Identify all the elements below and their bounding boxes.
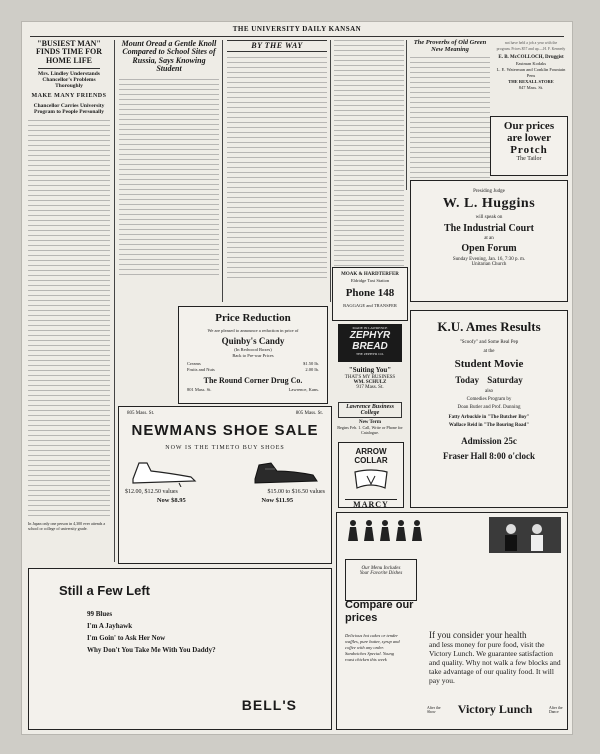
huggins-ad	[410, 180, 568, 302]
price-row-1	[187, 361, 319, 366]
huggins-date: Sunday Evening, Jan. 16, 7:30 p. m.	[452, 257, 526, 262]
price-reduction-ad	[178, 306, 328, 404]
victory-footer	[427, 702, 563, 717]
menu-box	[345, 559, 417, 601]
arrow-name: ARROW COLLAR	[354, 447, 388, 465]
victory-blurb2: and less money for pure food, visit the Victory Lunch. We guarantee satisfaction and quality. Why not walk a few blocks and take advantage of our quality food. It will pay you.	[429, 640, 561, 685]
newmans-address-left: 805 Mass. St.	[127, 411, 155, 416]
column-4-article	[334, 40, 404, 272]
column-1-article	[28, 40, 110, 531]
moak-phone: Phone 148	[345, 287, 395, 299]
ames-event: Student Movie	[454, 358, 524, 370]
subhead-lindley: Mrs. Lindley Understands Chancellor's Problems Thoroughly	[38, 71, 100, 89]
protch-ad	[490, 116, 568, 176]
article-body	[119, 79, 219, 279]
ames-admission: Admission 25c	[461, 436, 517, 446]
column-rule	[222, 40, 223, 302]
victory-menu2: Your Favorite Dishes	[359, 571, 403, 576]
price-item1: Creams	[187, 361, 201, 366]
ames-title: K.U. Ames Results	[437, 319, 541, 334]
column-rule	[330, 40, 331, 302]
newmans-right-now: Now $11.95	[261, 497, 294, 504]
price-l3: Back to Pre-war Prices	[232, 353, 274, 358]
headline-busiest-man: "BUSIEST MAN" FINDS TIME FOR HOME LIFE	[35, 39, 103, 65]
victory-dance: After the Dance	[549, 705, 563, 714]
ames-l6: Fatty Arbuckle in "The Butcher Boy"	[448, 415, 530, 420]
bells-song: I'm Goin' to Ask Her Now	[87, 634, 166, 642]
suiting-name: WM. SCHULZ	[353, 380, 387, 385]
victory-compare: Compare our prices	[345, 599, 414, 624]
victory-left-note: Delicious hot cakes or tender waffles, pure butter, syrup and coffee with any order. Sandwiches Special. Young roast chicken this week	[345, 633, 400, 662]
article-body	[334, 40, 404, 272]
huggins-l2: will speak on	[475, 215, 503, 220]
masthead	[30, 24, 564, 37]
ames-l2: at the	[483, 349, 495, 354]
newmans-address-right: 805 Mass. St.	[295, 411, 323, 416]
bells-store: BELL'S	[241, 697, 297, 713]
moak-taxi-ad	[332, 267, 408, 321]
suiting-l2: THAT'S MY BUSINESS	[344, 375, 396, 380]
price-price1: $1.50 lb.	[303, 361, 319, 366]
moak-l1: MOAK & HARDTERFER	[341, 272, 399, 277]
huggins-name: W. L. Huggins	[442, 196, 536, 211]
ames-l4: Comedies Program by	[466, 397, 512, 402]
headline-by-the-way: BY THE WAY	[227, 40, 327, 52]
dark-shoe-icon	[251, 457, 321, 487]
price-address-row	[187, 387, 319, 392]
business-l2: Begins Feb. 1. Call, Write or Phone for Catalogue.	[337, 425, 403, 435]
newmans-shoes-row	[129, 457, 321, 487]
huggins-event: Open Forum	[461, 243, 517, 254]
price-l2: (In Redwood Boxes)	[234, 347, 272, 352]
ames-day: Today Saturday	[455, 375, 523, 385]
column-rule	[114, 40, 115, 562]
bells-music-ad	[28, 568, 332, 730]
victory-blurb1: If you consider your health	[429, 630, 527, 640]
business-logo: Lawrence Business College	[338, 402, 402, 418]
headline-proverbs: The Proverbs of Old Green New Meaning	[413, 39, 487, 53]
victory-name: Victory Lunch	[457, 702, 533, 716]
subhead-chancellor: Chancellor Carries University Program to People Personally	[33, 102, 105, 115]
newmans-tagline: NOW IS THE TIMETO BUY SHOES	[165, 445, 285, 451]
price-price2: 2.00 lb.	[305, 367, 319, 372]
collar-icon	[351, 468, 391, 492]
ames-hall: Fraser Hall 8:00 o'clock	[442, 451, 536, 461]
price-item2: Fruits and Nuts	[187, 367, 215, 372]
arrow-model: MARCY	[345, 499, 397, 509]
protch-line1: Our prices	[503, 120, 555, 132]
headline-mount-oread: Mount Oread a Gentle Knoll Compared to School Sites of Russia, Says Knowing Student	[121, 39, 217, 74]
newmans-left-now: Now $8.95	[156, 497, 186, 504]
ames-ad	[410, 310, 568, 508]
masthead-title: THE UNIVERSITY DAILY KANSAN	[232, 25, 362, 33]
mccolloch-line2: program. Prices $57 and up.—H. F. Kennedy	[496, 47, 566, 51]
mccolloch-line1: not have held a job a year with the	[504, 41, 558, 45]
huggins-l1: Presiding Judge	[473, 189, 505, 194]
victory-after: After the Show	[427, 705, 441, 714]
mccolloch-name: E. B. McCOLLOCH, Druggist	[498, 55, 564, 60]
price-title: Price Reduction	[215, 312, 291, 324]
victory-lunch-ad	[336, 512, 568, 730]
column-5-article	[410, 40, 490, 187]
mccolloch-address: 847 Mass. St.	[518, 85, 544, 90]
bottom-note: In Japan only one person in 4,300 ever attends a school or college of university grade.	[28, 521, 106, 532]
mccolloch-line4: L. E. Waterman and Conklin Fountain Pens	[496, 67, 566, 78]
white-shoe-icon	[129, 457, 199, 487]
huggins-place: Unitarian Church	[471, 262, 507, 267]
price-product: Quinby's Candy	[221, 336, 285, 346]
mccolloch-store: THE REXALL STORE	[508, 79, 554, 84]
victory-menu1: Our Menu Includes	[361, 566, 401, 571]
price-address: 801 Mass. St.	[187, 387, 212, 392]
moak-l3: BAGGAGE and TRANSFER	[343, 303, 397, 308]
protch-line2: are lower	[506, 132, 552, 144]
suiting-ad	[334, 366, 406, 402]
newmans-right-price: $15.00 to $16.50 values	[267, 489, 325, 495]
subhead-make-friends: MAKE MANY FRIENDS	[31, 93, 107, 100]
ames-l7: Wallace Reid in "The Bouring Road"	[448, 423, 530, 428]
ames-l3: also	[484, 389, 494, 394]
newmans-address-row	[127, 411, 323, 416]
price-l1: We are pleased to announce a reduction in price of	[207, 328, 299, 333]
protch-name: Protch	[510, 144, 548, 156]
arrow-collar-ad	[338, 442, 404, 508]
article-body	[410, 57, 490, 187]
newmans-prices-row	[125, 489, 325, 495]
price-store: The Round Corner Drug Co.	[203, 376, 303, 385]
column-rule	[406, 40, 407, 190]
article-body	[28, 120, 110, 518]
bells-title: Still a Few Left	[59, 583, 151, 598]
business-l1: New Term	[358, 420, 382, 425]
price-row-2	[187, 367, 319, 372]
column-3-article	[227, 40, 327, 279]
newmans-now-row	[119, 497, 331, 504]
protch-tag: The Tailor	[516, 156, 542, 162]
bells-song: I'm A Jayhawk	[87, 622, 133, 630]
victory-blurb	[429, 631, 561, 685]
zephyr-top: MADE IN LAWRENCE	[352, 326, 388, 330]
newmans-left-price: $12.00, $12.50 values	[125, 489, 178, 495]
moak-l2: Eldridge Taxi Station	[350, 278, 390, 283]
bells-song-list	[87, 608, 331, 656]
article-body	[227, 57, 327, 279]
suiting-l1: "Suiting You"	[348, 366, 392, 374]
ames-l5: Doan Butler and Prof. Dunning	[457, 405, 521, 410]
newmans-title: NEWMANS SHOE SALE	[131, 422, 319, 439]
bells-song: 99 Blues	[87, 610, 113, 618]
column-2-article	[119, 40, 219, 279]
bells-song: Why Don't You Take Me With You Daddy?	[87, 646, 216, 654]
newspaper-page	[22, 22, 572, 734]
mccolloch-line3: Eastman Kodaks	[515, 61, 547, 66]
zephyr-bottom: THE ZEPHYR CO.	[356, 352, 384, 356]
price-city: Lawrence, Kans.	[288, 387, 319, 392]
newmans-shoe-ad	[118, 406, 332, 564]
zephyr-name: ZEPHYR BREAD	[349, 330, 391, 352]
dancers-illustration	[339, 515, 565, 555]
huggins-l3: at an	[484, 236, 494, 241]
huggins-topic: The Industrial Court	[443, 223, 534, 234]
suiting-address: 917 Mass. St.	[356, 385, 384, 390]
ames-l1: "Scoofy" and Some Real Pep	[459, 340, 519, 345]
business-college-ad	[334, 402, 406, 438]
zephyr-bread-ad	[338, 324, 402, 362]
